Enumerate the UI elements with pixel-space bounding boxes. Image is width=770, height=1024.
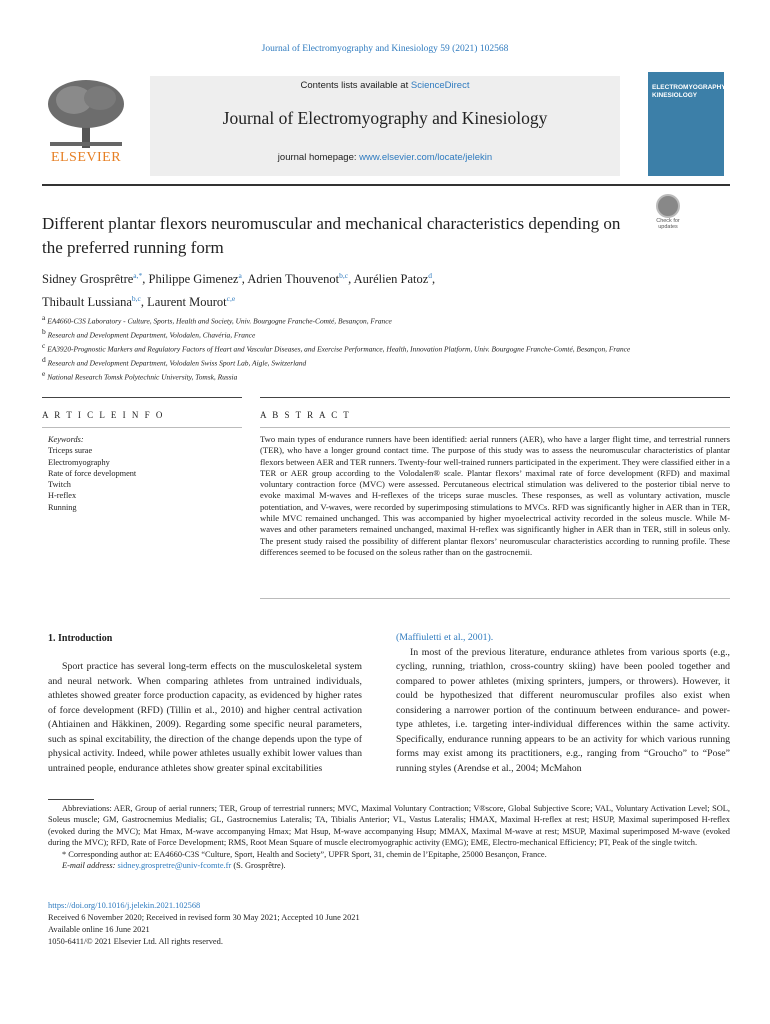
keyword: H-reflex [48,491,77,501]
keyword: Triceps surae [48,446,93,456]
divider [260,598,730,599]
contents-prefix: Contents lists available at [300,80,411,91]
author-affiliation-marker[interactable]: b,c [339,271,349,280]
author-affiliation-marker[interactable]: b,c [131,294,141,304]
author[interactable]: Thibault Lussiana [42,295,132,310]
check-updates-icon [656,194,680,218]
affiliation-marker: d [42,354,46,364]
keyword: Twitch [48,480,71,490]
article-title: Different plantar flexors neuromuscular and mechanical characteristics depending on the preferred running form [42,214,621,257]
affiliation [42,369,662,383]
doi-link[interactable]: https://doi.org/10.1016/j.jelekin.2021.102568 [48,901,201,910]
author-list: Sidney Grosprêtre$^{a,*}$, Philippe Gimenez$^a$, Adrien Thouvenot$^{b,c}$, Aurélien Patoz$^d$, Thibault Lussiana$^{b,c}$, Laurent Mourot$^{c,e}$ [42,271,436,310]
affiliation [42,327,662,341]
affiliation-text: National Research Tomsk Polytechnic University, Tomsk, Russia [47,372,238,382]
affiliation-text: Research and Development Department, Volodalen, Chavéria, France [47,330,256,340]
affiliation-text: EA4660-C3S Laboratory - Culture, Sports, Health and Society, Univ. Bourgogne Franche-Comté, Besançon, France [47,316,392,326]
homepage-prefix: journal homepage: [277,152,360,163]
publisher-name: ELSEVIER [50,150,122,165]
author[interactable]: Sidney Grosprêtre [42,272,134,287]
author-affiliation-marker[interactable]: d [428,271,433,280]
keyword: Electromyography [48,457,110,467]
keyword: Rate of force development [48,468,137,478]
affiliation-marker: a [42,313,46,322]
author[interactable]: Philippe Gimenez [148,272,239,287]
author[interactable]: Adrien Thouvenot [247,272,340,287]
email-suffix: (S. Grosprêtre). [231,861,286,871]
keyword-list [48,445,238,513]
affiliation [42,355,662,369]
keywords-block [48,434,238,513]
paragraph: In most of the previous literature, endurance athletes from various sports (e.g., cycling, running, triathlon, cross-country skiing) have been pooled together and compared to power athletes (mixing sprinters, jumpers, or throwers). However, it could be hypothesized that different neuromuscular profiles also exist when considering a narrower portion of the continuum between endurance- and power-type athletes, i.e. targeting inter-individual differences within the same activity. Specifically, endurance running appears to be an activity for which various running forms may exist among its practitioners, e.g., ranging from “Groucho” to “Pose” running styles (Arendse et al., 2004; McMahon [396,646,730,774]
affiliations [42,313,662,383]
affiliation-text: EA3920-Prognostic Markers and Regulatory Factors of Heart and Vascular Diseases, and Exercise Performance, Health, Innovation Platform, Univ. Bourgogne Franche-Comté, Besançon, France [47,344,631,354]
received-dates: Received 6 November 2020; Received in revised form 30 May 2021; Accepted 10 June 2021 [48,913,360,922]
divider [260,397,730,398]
abstract-heading: A B S T R A C T [260,410,351,420]
check-updates-label: Check for updates [656,218,680,230]
body-column-right [396,631,730,776]
author[interactable]: Aurélien Patoz [353,272,429,287]
journal-reference[interactable]: Journal of Electromyography and Kinesiology 59 (2021) 102568 [261,44,509,54]
affiliation-text: Research and Development Department, Volodalen Swiss Sport Lab, Aigle, Switzerland [47,358,307,368]
publication-info [48,900,548,948]
divider [42,397,242,398]
journal-title: Journal of Electromyography and Kinesiology [222,108,548,128]
copyright: 1050-6411/© 2021 Elsevier Ltd. All rights reserved. [48,937,223,946]
affiliation-marker: e [42,368,46,378]
homepage-link[interactable]: www.elsevier.com/locate/jelekin [359,152,493,163]
affiliation [42,313,662,327]
divider [42,427,242,428]
available-online: Available online 16 June 2021 [48,925,150,934]
author[interactable]: Laurent Mourot [147,295,227,310]
keywords-label: Keywords: [48,435,84,444]
email-footnote [48,860,730,871]
abstract-text: Two main types of endurance runners have been identified: aerial runners (AER), who have a larger flight time, and terrestrial runners (TER), who have a longer ground contact time. The purpose of this study was to assess the neuromuscular characteristics of plantar flexors between AER and TER runners. Twenty-four well-trained runners participated in the experiment. They were classified either in a TER or AER group according to the Volodalen® scale. Plantar flexors’ maximal rate of force development (RFD) and maximal voluntary contraction force (MVC) were assessed. Percutaneous electrical stimulation was delivered to the posterior tibial nerve to evoke maximal M-waves and H-reflexes of the triceps surae muscles. These responses, as well as voluntary activation, muscle potentiation, and V-waves, were recorded by superimposing stimulations to MVCs. RFD was significantly higher in AER than in TER, while MVC remained unchanged. This was accompanied by higher myoelectrical activity recorded in the soleus muscle. While M-waves and other parameters remained unchanged, maximal H-reflex was significantly higher in AER than in TER, still in soleus only. The present study raised the possibility of different plantar flexors’ neuromuscular characteristics according to running profile. These differences seemed to be focused on the soleus rather than on the gastrocnemii. [260,434,730,557]
body-column-left [48,660,362,776]
contents-line [150,80,620,91]
keyword: Running [48,502,77,512]
divider [260,427,730,428]
affiliation-marker: b [42,326,46,336]
citation-continuation[interactable]: (Maffiuletti et al., 2001). [396,632,494,643]
check-for-updates-badge[interactable] [648,194,688,230]
footnote-divider [48,799,94,800]
author-affiliation-marker[interactable]: a,* [133,271,143,280]
affiliation [42,341,662,355]
corresponding-author-footnote: * Corresponding author at: EA4660-C3S “Culture, Sport, Health and Society”, UPFR Sport, 31, chemin de l’Epitaphe, 25000 Besançon, France. [62,849,547,859]
journal-cover-title: ELECTROMYOGRAPHY KINESIOLOGY [652,84,726,99]
affiliation-marker: c [42,340,46,350]
paragraph: Sport practice has several long-term effects on the musculoskeletal system and neural network. When comparing athletes from untrained individuals, athletes showed greater force production capacity, as evidenced by higher rates of force development (RFD) (Tillin et al., 2010) and higher central activation (Ahtiainen and Häkkinen, 2009). Regarding some specific neural parameters, such as spinal excitability, the direction of the change depends upon the type of physical activity. Indeed, while power athletes usually exhibit lower values than untrained people, endurance athletes show greater spinal excitabilities [48,661,362,774]
header-divider [42,184,730,186]
author-affiliation-marker[interactable]: a [238,271,242,280]
email-label: E-mail address: [62,861,118,871]
footnotes [48,803,730,871]
author-affiliation-marker[interactable]: c,e [226,294,236,304]
article-info-heading: A R T I C L E I N F O [42,410,165,420]
abbreviations-footnote: Abbreviations: AER, Group of aerial runners; TER, Group of terrestrial runners; MVC, Maximal Voluntary Contraction; V®score, Global Subjective Score; VAL, Voluntary Activation Level; SOL, Soleus muscle; GM, Gastrocnemius Medialis; GL, Gastrocnemius Lateralis; TA, Tibialis Anterior; VL, Vastus Lateralis; HMAX, Maximal H-reflex at rest; HSUP, Maximal superimposed H-reflex (evoked during the MVC); Mat Hmax, M-wave accompanying Hmax; Mat Hsup, M-wave accompanying Hsup; MMAX, Maximal M-wave at rest; MSUP, Maximal superimposed M-wave (evoked during the MVC); RFD, Rate of Force Development; RMS, Root Mean Square of muscle electromyographic activity (EMG); EME, Electro-mechanical Efficiency; PT, Peak of the single twitch. [48,804,730,848]
email-link[interactable]: sidney.grospretre@univ-fcomte.fr [117,861,232,871]
section-heading-introduction: 1. Introduction [48,633,113,644]
sciencedirect-link[interactable]: ScienceDirect [410,80,470,91]
homepage-line [150,152,620,163]
